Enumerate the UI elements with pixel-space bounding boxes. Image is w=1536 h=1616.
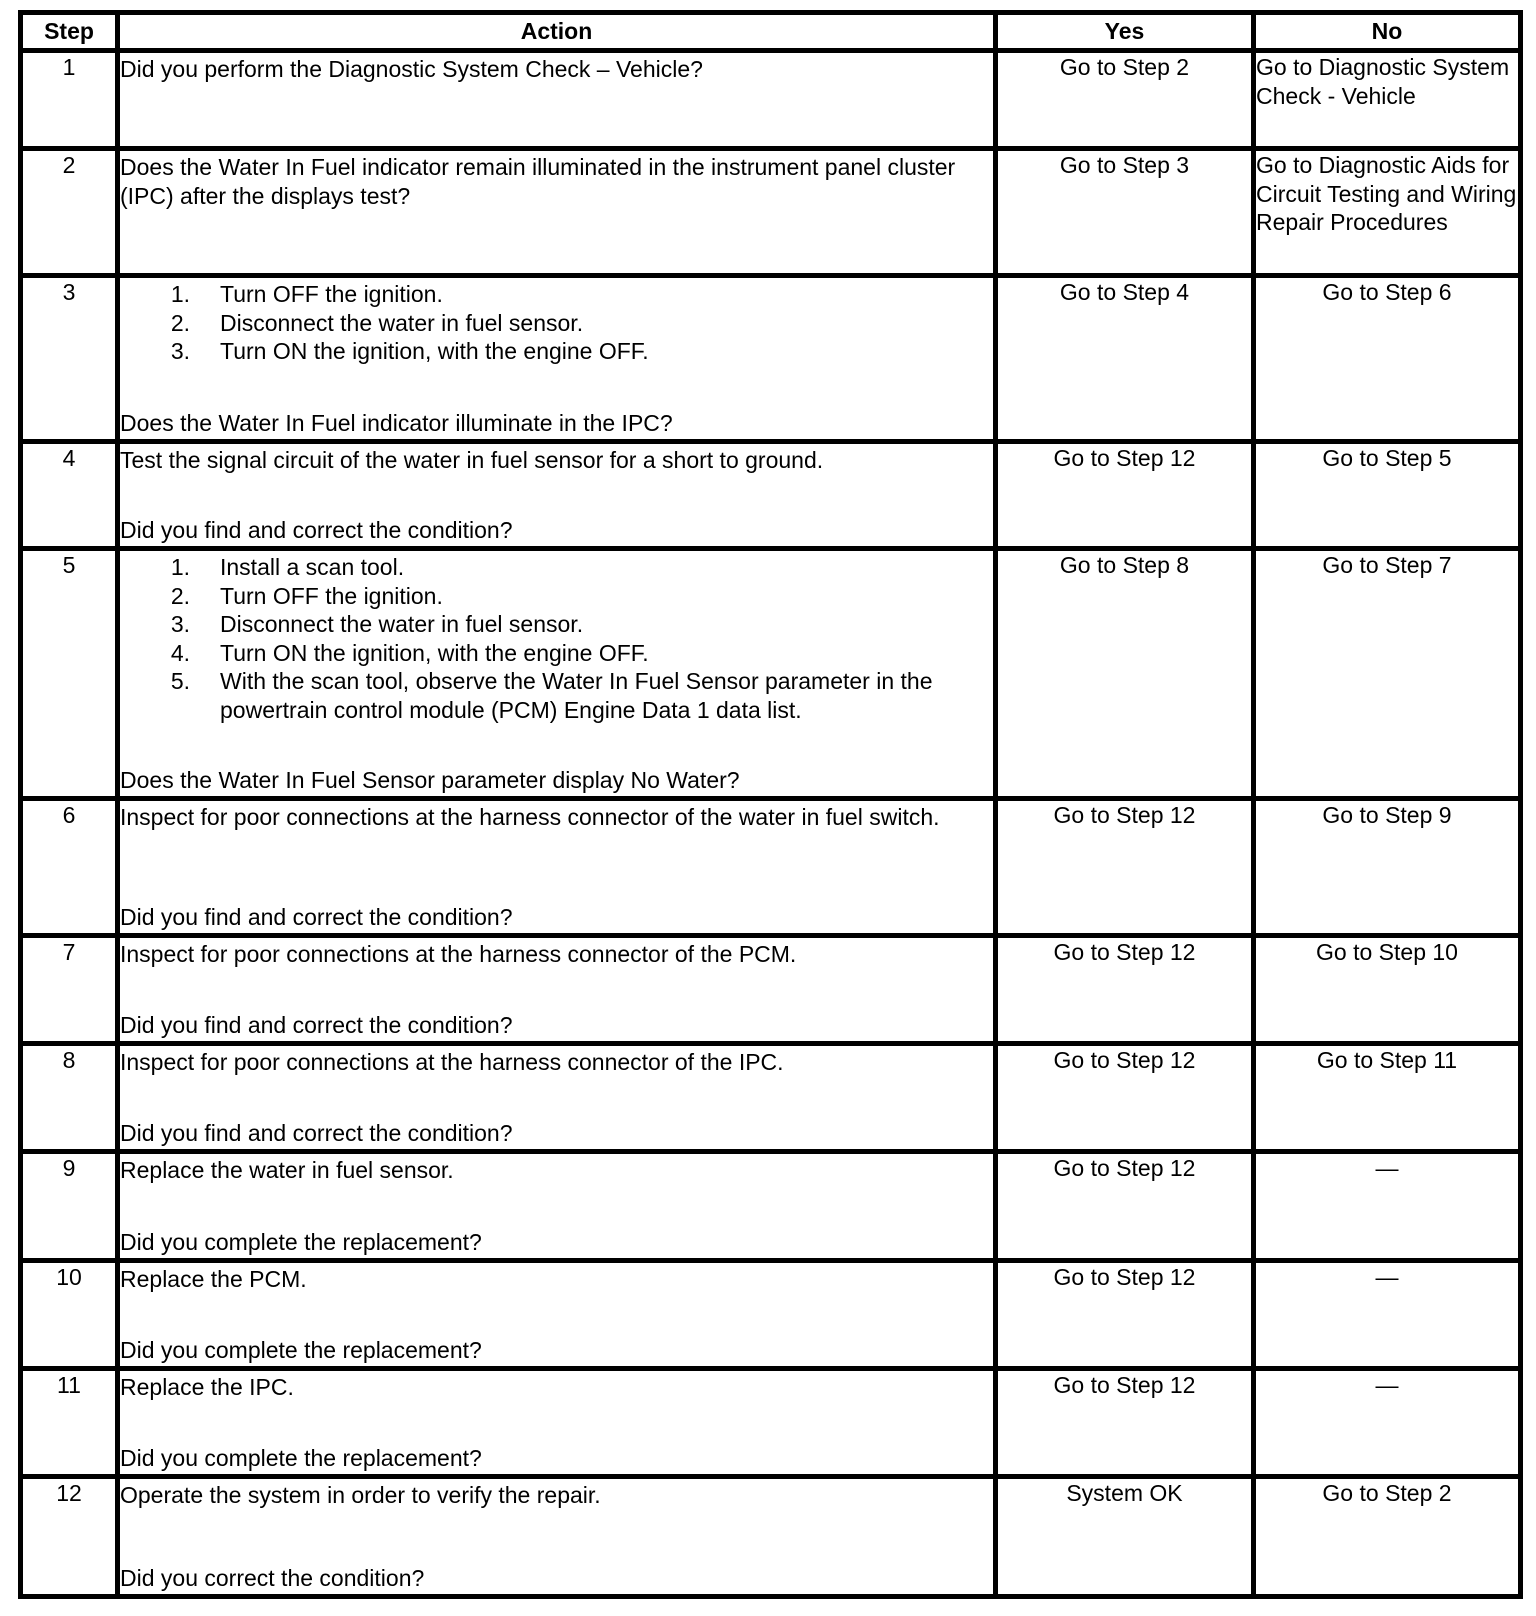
substep-item (120, 639, 993, 668)
action-top (120, 153, 993, 210)
action-text: Operate the system in order to verify the repair. (120, 1482, 601, 1508)
header-no: No (1254, 13, 1521, 51)
action-question: Does the Water In Fuel indicator illuminate in the IPC? (120, 409, 673, 436)
step-number: 4 (21, 442, 118, 549)
yes-outcome: Go to Step 4 (996, 276, 1254, 442)
substep-item (120, 337, 993, 366)
no-outcome: Go to Step 5 (1254, 442, 1521, 549)
no-outcome: Go to Diagnostic System Check - Vehicle (1254, 51, 1521, 149)
substep-number: 3. (170, 611, 190, 637)
substep-text: Disconnect the water in fuel sensor. (220, 611, 584, 637)
no-outcome-none: — (1254, 1261, 1521, 1369)
action-content (120, 938, 993, 1041)
action-cell (118, 1477, 996, 1597)
substep-item (120, 553, 993, 582)
no-outcome: Go to Step 11 (1254, 1044, 1521, 1152)
substep-item (120, 280, 993, 309)
action-cell (118, 1261, 996, 1369)
no-outcome: Go to Diagnostic Aids for Circuit Testing and Wiring Repair Procedures (1254, 149, 1521, 276)
step-number: 6 (21, 799, 118, 936)
header-step: Step (21, 13, 118, 51)
yes-outcome: Go to Step 12 (996, 1152, 1254, 1261)
action-top (120, 1373, 993, 1402)
step-number: 11 (21, 1369, 118, 1477)
header-row (21, 13, 1521, 51)
table-row (21, 1261, 1521, 1369)
action-cell (118, 51, 996, 149)
substep-number: 2. (170, 582, 190, 609)
action-content (120, 151, 993, 273)
table-row (21, 1152, 1521, 1261)
table-row (21, 936, 1521, 1044)
substep-text: With the scan tool, observe the Water In Fuel Sensor parameter in the powertrain control module (PCM) Engine Data 1 data list. (220, 668, 933, 723)
step-number: 1 (21, 51, 118, 149)
action-top (120, 280, 993, 366)
action-cell (118, 799, 996, 936)
yes-outcome: Go to Step 12 (996, 1369, 1254, 1477)
action-content (120, 1371, 993, 1474)
action-content (120, 1154, 993, 1258)
action-top (120, 803, 993, 832)
action-question: Did you complete the replacement? (120, 1336, 482, 1363)
action-question: Did you find and correct the condition? (120, 1011, 513, 1038)
no-outcome-none: — (1254, 1152, 1521, 1261)
action-top (120, 1481, 993, 1510)
table-row (21, 276, 1521, 442)
yes-outcome: Go to Step 12 (996, 936, 1254, 1044)
action-content (120, 53, 993, 146)
action-top (120, 1048, 993, 1077)
table-row (21, 149, 1521, 276)
action-cell (118, 1152, 996, 1261)
action-cell (118, 442, 996, 549)
table-body (21, 51, 1521, 1597)
action-cell (118, 276, 996, 442)
substep-item (120, 667, 993, 724)
step-number: 10 (21, 1261, 118, 1369)
diagnostic-table (18, 10, 1523, 1599)
action-text: Did you perform the Diagnostic System Check – Vehicle? (120, 56, 703, 82)
table-row (21, 1477, 1521, 1597)
action-question: Did you complete the replacement? (120, 1444, 482, 1471)
action-cell (118, 1369, 996, 1477)
action-question: Did you find and correct the condition? (120, 1119, 513, 1146)
substep-number: 5. (170, 668, 190, 694)
action-text: Inspect for poor connections at the harness connector of the IPC. (120, 1049, 784, 1075)
action-text: Replace the IPC. (120, 1374, 294, 1400)
substep-number: 1. (170, 554, 190, 580)
step-number: 9 (21, 1152, 118, 1261)
step-number: 2 (21, 149, 118, 276)
substep-text: Turn OFF the ignition. (220, 281, 443, 307)
no-outcome: Go to Step 7 (1254, 549, 1521, 799)
action-text: Does the Water In Fuel indicator remain illuminated in the instrument panel cluster (IPC) after the displays test? (120, 154, 956, 209)
yes-outcome: System OK (996, 1477, 1254, 1597)
action-cell (118, 549, 996, 799)
yes-outcome: Go to Step 12 (996, 1261, 1254, 1369)
header-yes: Yes (996, 13, 1254, 51)
step-number: 12 (21, 1477, 118, 1597)
action-top (120, 1156, 993, 1185)
substep-item (120, 309, 993, 338)
action-top (120, 446, 993, 475)
action-cell (118, 1044, 996, 1152)
substep-number: 1. (170, 281, 190, 307)
step-number: 7 (21, 936, 118, 1044)
action-text: Inspect for poor connections at the harness connector of the water in fuel switch. (120, 804, 940, 830)
substep-list (120, 553, 993, 724)
action-content (120, 444, 993, 546)
action-question: Did you complete the replacement? (120, 1228, 482, 1255)
action-top (120, 1265, 993, 1294)
substep-number: 3. (170, 338, 190, 364)
yes-outcome: Go to Step 8 (996, 549, 1254, 799)
substep-text: Turn OFF the ignition. (220, 582, 443, 609)
action-top (120, 55, 993, 84)
no-outcome: Go to Step 10 (1254, 936, 1521, 1044)
action-content (120, 278, 993, 439)
table-row (21, 799, 1521, 936)
action-cell (118, 936, 996, 1044)
substep-number: 4. (170, 639, 190, 666)
substep-text: Install a scan tool. (220, 554, 405, 580)
table-row (21, 549, 1521, 799)
substep-item (120, 582, 993, 611)
substep-text: Turn ON the ignition, with the engine OFF. (220, 639, 649, 666)
action-cell (118, 149, 996, 276)
table-row (21, 1369, 1521, 1477)
action-text: Inspect for poor connections at the harness connector of the PCM. (120, 941, 797, 967)
action-content (120, 551, 993, 796)
action-content (120, 1046, 993, 1149)
yes-outcome: Go to Step 12 (996, 442, 1254, 549)
action-text: Test the signal circuit of the water in fuel sensor for a short to ground. (120, 447, 824, 473)
yes-outcome: Go to Step 12 (996, 799, 1254, 936)
no-outcome-none: — (1254, 1369, 1521, 1477)
yes-outcome: Go to Step 2 (996, 51, 1254, 149)
substep-text: Turn ON the ignition, with the engine OFF. (220, 338, 649, 364)
action-text: Replace the water in fuel sensor. (120, 1157, 454, 1183)
action-question: Does the Water In Fuel Sensor parameter display No Water? (120, 766, 740, 793)
yes-outcome: Go to Step 3 (996, 149, 1254, 276)
action-question: Did you correct the condition? (120, 1564, 425, 1591)
action-question: Did you find and correct the condition? (120, 903, 513, 930)
action-top (120, 553, 993, 724)
yes-outcome: Go to Step 12 (996, 1044, 1254, 1152)
no-outcome: Go to Step 9 (1254, 799, 1521, 936)
no-outcome: Go to Step 6 (1254, 276, 1521, 442)
substep-text: Disconnect the water in fuel sensor. (220, 309, 584, 336)
table-row (21, 51, 1521, 149)
action-text: Replace the PCM. (120, 1266, 307, 1292)
step-number: 8 (21, 1044, 118, 1152)
substep-number: 2. (170, 309, 190, 336)
header-action: Action (118, 13, 996, 51)
action-top (120, 940, 993, 969)
action-content (120, 1479, 993, 1594)
step-number: 5 (21, 549, 118, 799)
step-number: 3 (21, 276, 118, 442)
action-content (120, 1263, 993, 1366)
table-row (21, 1044, 1521, 1152)
action-question: Did you find and correct the condition? (120, 516, 513, 543)
substep-list (120, 280, 993, 366)
substep-item (120, 610, 993, 639)
no-outcome: Go to Step 2 (1254, 1477, 1521, 1597)
action-content (120, 801, 993, 933)
table-row (21, 442, 1521, 549)
